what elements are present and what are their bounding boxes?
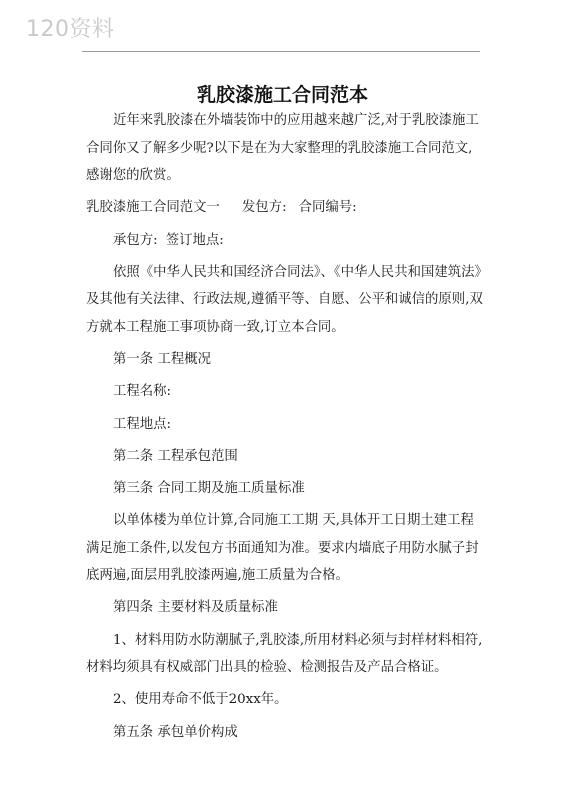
project-site-label: 工程地点: (113, 416, 172, 432)
article-3-body: 以单体楼为单位计算,合同施工工期 天,具体开工日期土建工程满足施工条件,以发包方书面通知为准。要求内墙底子用防水腻子封底两遍,面层用乳胶漆两遍,施工质量为合格。 (86, 513, 479, 584)
contractor-line (86, 227, 484, 255)
intro-paragraph: 近年来乳胶漆在外墙装饰中的应用越来越广泛,对于乳胶漆施工合同你又了解多少呢?以下是在为大家整理的乳胶漆施工合同范文,感谢您的欣赏。 (86, 113, 479, 184)
project-name-label: 工程名称: (113, 384, 172, 400)
contractor-label: 承包方: (113, 232, 158, 248)
article-4-item-1: 1、材料用防水防潮腻子,乳胶漆,所用材料必须与封样材料相符,材料均须具有权威部门出具的检验、检测报告及产品合格证。 (86, 632, 483, 676)
article-4-heading: 第四条 主要材料及质量标准 (113, 600, 278, 616)
document-body (86, 107, 484, 751)
article-5-heading: 第五条 承包单价构成 (113, 724, 238, 740)
header-divider (82, 51, 480, 52)
legal-basis-paragraph: 依照《中华人民共和国经济合同法》、《中华人民共和国建筑法》及其他有关法律、行政法规,遵循平等、自愿、公平和诚信的原则,双方就本工程施工事项协商一致,订立本合同。 (86, 264, 483, 335)
contract-number-label: 合同编号: (298, 200, 357, 216)
signing-place-label: 签订地点: (165, 232, 224, 248)
watermark-logo: 120资料 (26, 17, 115, 42)
document-title: 乳胶漆施工合同范本 (196, 84, 368, 106)
article-3-heading: 第三条 合同工期及施工质量标准 (113, 480, 305, 496)
article-1-heading: 第一条 工程概况 (113, 352, 211, 368)
contract-info-line (86, 194, 484, 222)
contract-sample-label: 乳胶漆施工合同范文一 (86, 200, 220, 216)
article-4-item-2: 2、使用寿命不低于20xx年。 (113, 692, 288, 708)
article-2-heading: 第二条 工程承包范围 (113, 448, 238, 464)
employer-label: 发包方: (241, 200, 287, 216)
